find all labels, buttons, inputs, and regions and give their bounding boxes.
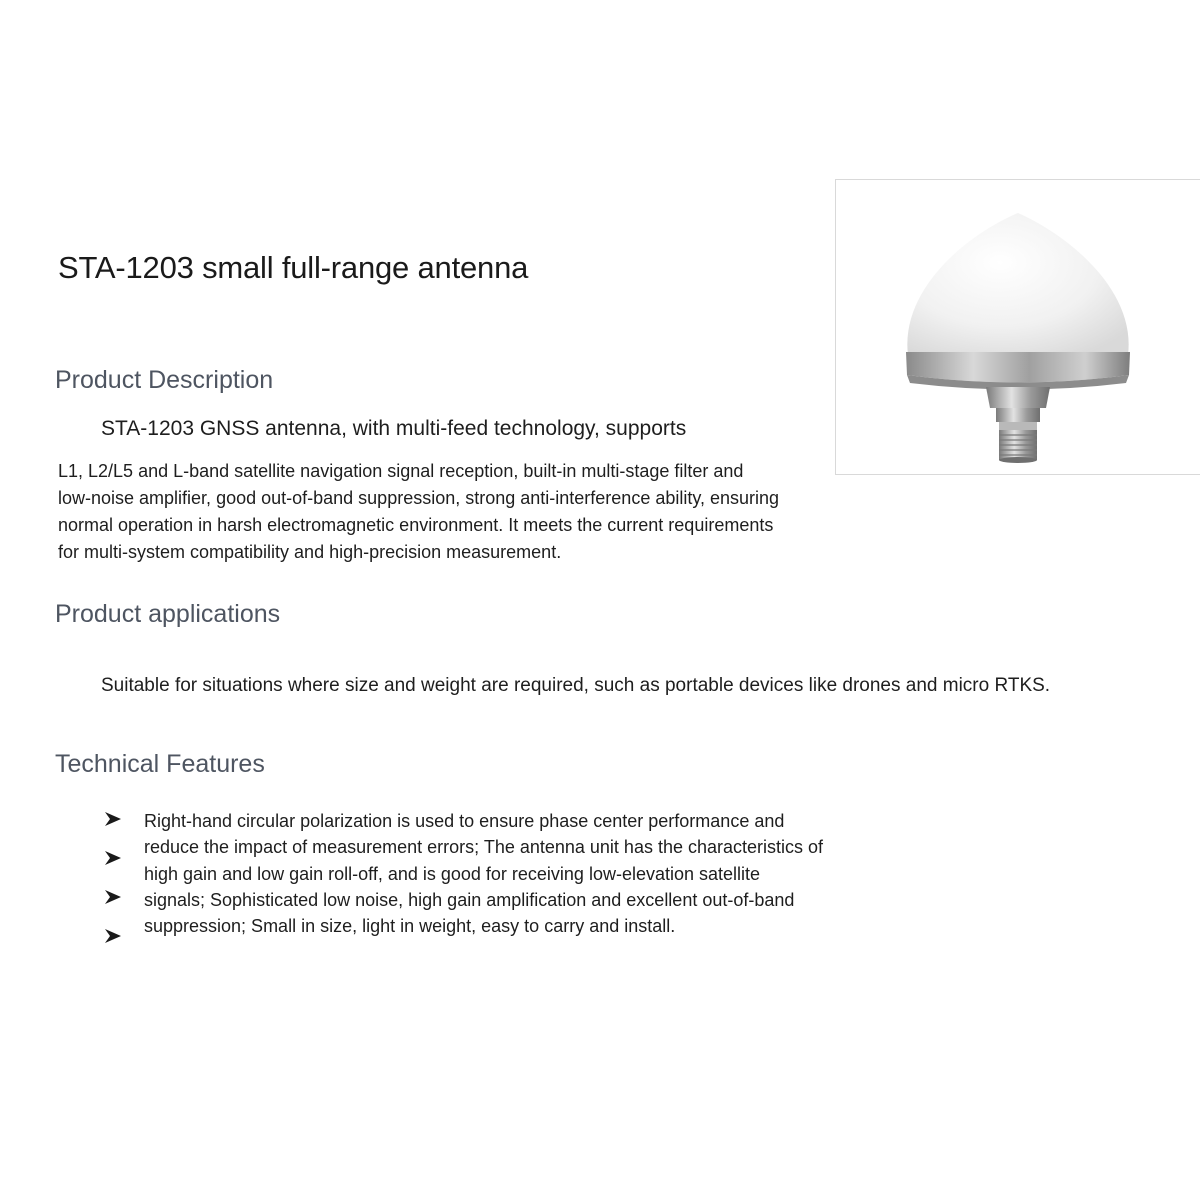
- product-applications-text: Suitable for situations where size and weight are required, such as portable devices like drones and micro RTKS.: [101, 675, 1051, 696]
- product-applications-heading: Product applications: [55, 600, 281, 628]
- feature-line: reduce the impact of measurement errors; The antenna unit has the characteristics of: [144, 837, 824, 858]
- feature-line: Right-hand circular polarization is used to ensure phase center performance and: [144, 811, 785, 831]
- technical-features-text: [144, 808, 823, 939]
- product-title: STA-1203 small full-range antenna: [58, 250, 529, 285]
- feature-line: high gain and low gain roll-off, and is good for receiving low-elevation satellite: [144, 863, 761, 884]
- description-line: low-noise amplifier, good out-of-band suppression, strong anti-interference ability, ensuring: [58, 488, 780, 508]
- feature-line: suppression; Small in size, light in weight, easy to carry and install.: [144, 916, 676, 937]
- arrowhead-bullet-icon: [104, 811, 122, 827]
- product-description-heading: Product Description: [55, 366, 274, 394]
- arrowhead-bullet-icon: [104, 850, 122, 866]
- gnss-antenna-dome-icon: [836, 180, 1200, 474]
- technical-features-heading: Technical Features: [55, 750, 265, 778]
- description-line: L1, L2/L5 and L-band satellite navigation signal reception, built-in multi-stage filter and: [58, 461, 744, 481]
- product-description-first-line: STA-1203 GNSS antenna, with multi-feed technology, supports: [101, 417, 687, 440]
- description-line: normal operation in harsh electromagnetic environment. It meets the current requirements: [58, 515, 774, 535]
- product-photo-frame: [835, 179, 1200, 475]
- arrowhead-bullet-icon: [104, 889, 122, 905]
- arrowhead-bullet-icon: [104, 928, 122, 944]
- description-line: for multi-system compatibility and high-precision measurement.: [58, 542, 562, 562]
- feature-line: signals; Sophisticated low noise, high gain amplification and excellent out-of-band: [144, 889, 795, 910]
- product-description-body: [58, 458, 848, 566]
